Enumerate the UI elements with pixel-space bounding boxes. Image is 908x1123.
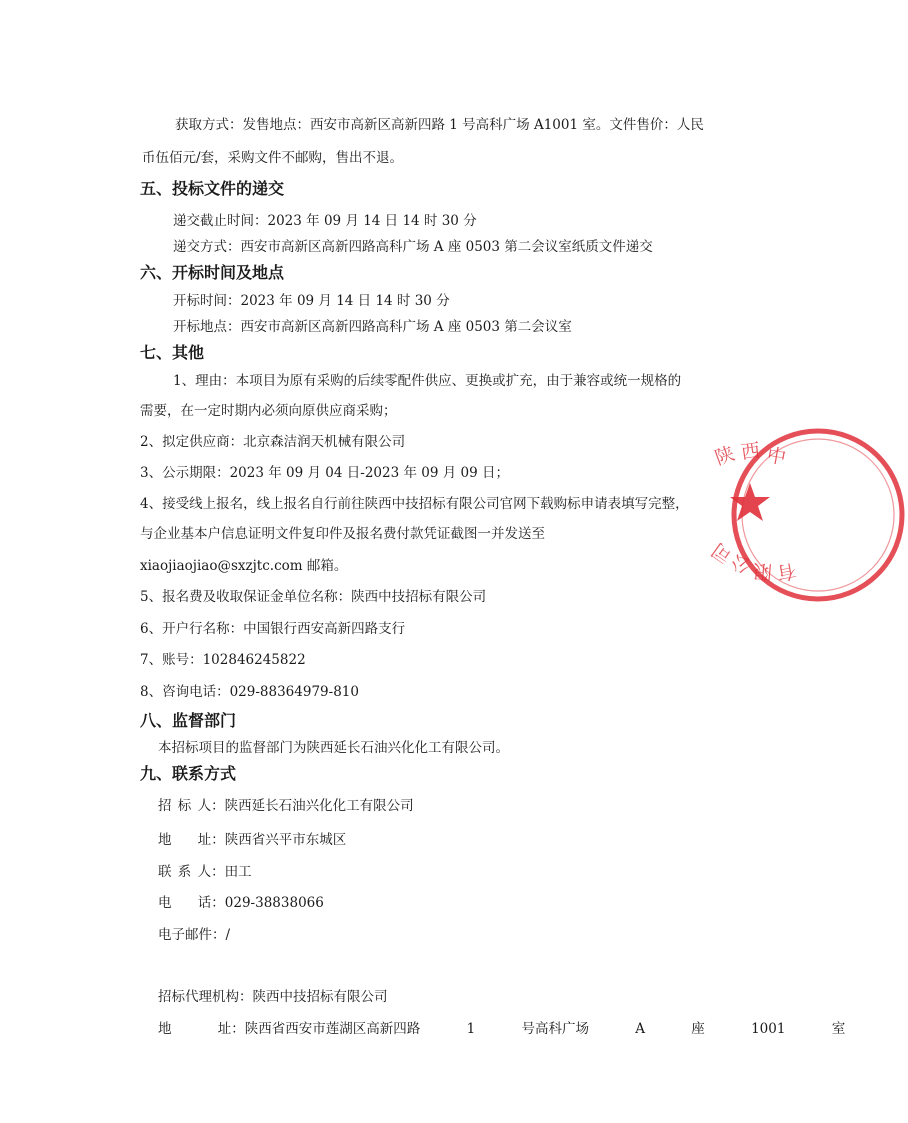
acquire-method-line2: 币伍佰元/套，采购文件不邮购，售出不退。 — [142, 150, 404, 166]
agency-address: 地 址：陕西省西安市莲湖区高新四路 1 号高科广场 A 座 1001 室 — [158, 1021, 846, 1037]
other-item6: 6、开户行名称：中国银行西安高新四路支行 — [140, 621, 406, 637]
other-item5: 5、报名费及收取保证金单位名称：陕西中技招标有限公司 — [140, 589, 487, 605]
other-item8: 8、咨询电话：029-88364979-810 — [140, 684, 359, 700]
svg-text:中: 中 — [765, 444, 788, 470]
contact-phone: 电 话：029-38838066 — [158, 895, 324, 911]
other-item4-line1: 4、接受线上报名，线上报名自行前往陕西中技招标有限公司官网下载购标申请表填写完整， — [140, 496, 689, 512]
section-heading-other: 七、其他 — [140, 343, 205, 362]
svg-text:陕: 陕 — [712, 442, 738, 470]
contact-person: 联 系 人：田工 — [158, 864, 252, 880]
other-item7: 7、账号：102846245822 — [140, 652, 306, 668]
svg-text:限: 限 — [752, 559, 773, 583]
svg-text:西: 西 — [739, 439, 762, 464]
section-heading-bid-opening: 六、开标时间及地点 — [140, 263, 285, 282]
other-item3: 3、公示期限：2023 年 09 月 04 日-2023 年 09 月 09 日； — [140, 465, 509, 481]
contact-tenderer: 招 标 人：陕西延长石油兴化化工有限公司 — [158, 798, 414, 814]
submission-deadline: 递交截止时间：2023 年 09 月 14 日 14 时 30 分 — [173, 213, 477, 229]
svg-text:司: 司 — [707, 538, 737, 567]
svg-text:公: 公 — [728, 549, 754, 577]
opening-place: 开标地点：西安市高新区高新四路高科广场 A 座 0503 第二会议室 — [173, 319, 572, 335]
acquire-method-line1: 获取方式：发售地点：西安市高新区高新四路 1 号高科广场 A1001 室。文件售价：人民 — [175, 117, 704, 133]
agency-name: 招标代理机构：陕西中技招标有限公司 — [158, 989, 388, 1005]
other-item2: 2、拟定供应商：北京森洁润天机械有限公司 — [140, 434, 406, 450]
other-item4-line2: 与企业基本户信息证明文件复印件及报名费付款凭证截图一并发送至 — [140, 526, 545, 542]
section-heading-contact: 九、联系方式 — [140, 764, 237, 783]
svg-text:有: 有 — [775, 558, 798, 584]
contact-email: 电子邮件：/ — [158, 927, 231, 943]
opening-time: 开标时间：2023 年 09 月 14 日 14 时 30 分 — [173, 293, 450, 309]
other-item4-line3: xiaojiaojiao@sxzjtc.com 邮箱。 — [140, 558, 348, 574]
other-item1-line1: 1、理由：本项目为原有采购的后续零配件供应、更换或扩充，由于兼容或统一规格的 — [173, 373, 682, 389]
submission-method: 递交方式：西安市高新区高新四路高科广场 A 座 0503 第二会议室纸质文件递交 — [173, 239, 653, 255]
contact-address: 地 址：陕西省兴平市东城区 — [158, 832, 347, 848]
other-item1-line2: 需要，在一定时期内必须向原供应商采购； — [140, 403, 397, 419]
section-heading-supervision: 八、监督部门 — [140, 711, 237, 730]
section-heading-bid-submission: 五、投标文件的递交 — [140, 179, 285, 198]
red-seal-stamp-icon — [707, 425, 908, 605]
supervision-text: 本招标项目的监督部门为陕西延长石油兴化化工有限公司。 — [158, 740, 509, 756]
